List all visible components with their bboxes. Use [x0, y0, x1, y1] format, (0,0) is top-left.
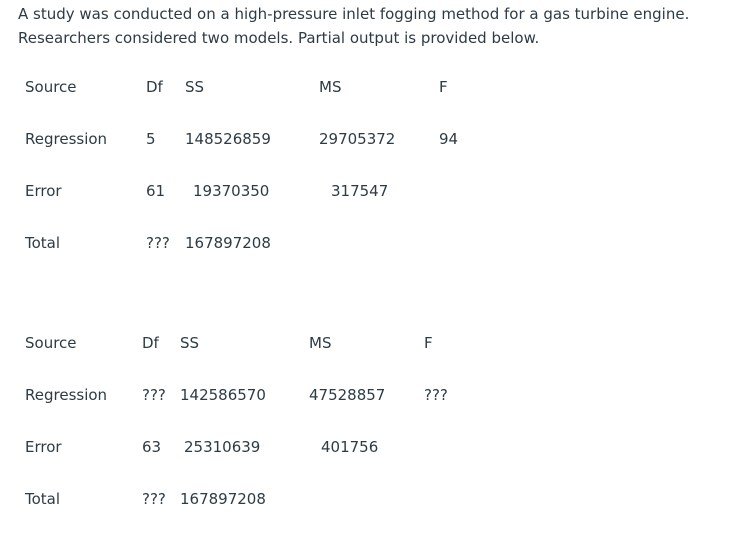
row-total-df: ??? — [142, 490, 166, 508]
row-regression-df: 5 — [146, 130, 156, 148]
row-regression-ms: 29705372 — [319, 130, 396, 148]
row-regression-f: ??? — [424, 386, 448, 404]
header-ss: SS — [180, 334, 200, 352]
header-ms: MS — [319, 78, 342, 96]
header-ss: SS — [185, 78, 205, 96]
row-error-ms: 317547 — [331, 182, 389, 200]
header-df: Df — [146, 78, 163, 96]
row-total-df: ??? — [146, 234, 170, 252]
row-regression-ss: 142586570 — [180, 386, 266, 404]
header-df: Df — [142, 334, 159, 352]
header-ms: MS — [309, 334, 332, 352]
row-regression-f: 94 — [439, 130, 459, 148]
row-total-ss: 167897208 — [185, 234, 271, 252]
header-f: F — [424, 334, 433, 352]
row-error-ss: 19370350 — [193, 182, 270, 200]
row-regression-ms: 47528857 — [309, 386, 386, 404]
row-error-source: Error — [25, 182, 62, 200]
row-regression-df: ??? — [142, 386, 166, 404]
header-source: Source — [25, 334, 77, 352]
row-error-ss: 25310639 — [184, 438, 261, 456]
row-error-source: Error — [25, 438, 62, 456]
row-regression-source: Regression — [25, 386, 108, 404]
row-error-ms: 401756 — [321, 438, 379, 456]
header-f: F — [439, 78, 448, 96]
row-error-df: 61 — [146, 182, 166, 200]
header-source: Source — [25, 78, 77, 96]
row-error-df: 63 — [142, 438, 162, 456]
question-text: A study was conducted on a high-pressure inlet fogging method for a gas turbine engine. Researchers considered two models. Partial output is provided below. — [18, 5, 690, 47]
row-total-source: Total — [25, 234, 61, 252]
row-total-ss: 167897208 — [180, 490, 266, 508]
row-total-source: Total — [25, 490, 61, 508]
row-regression-ss: 148526859 — [185, 130, 271, 148]
row-regression-source: Regression — [25, 130, 108, 148]
